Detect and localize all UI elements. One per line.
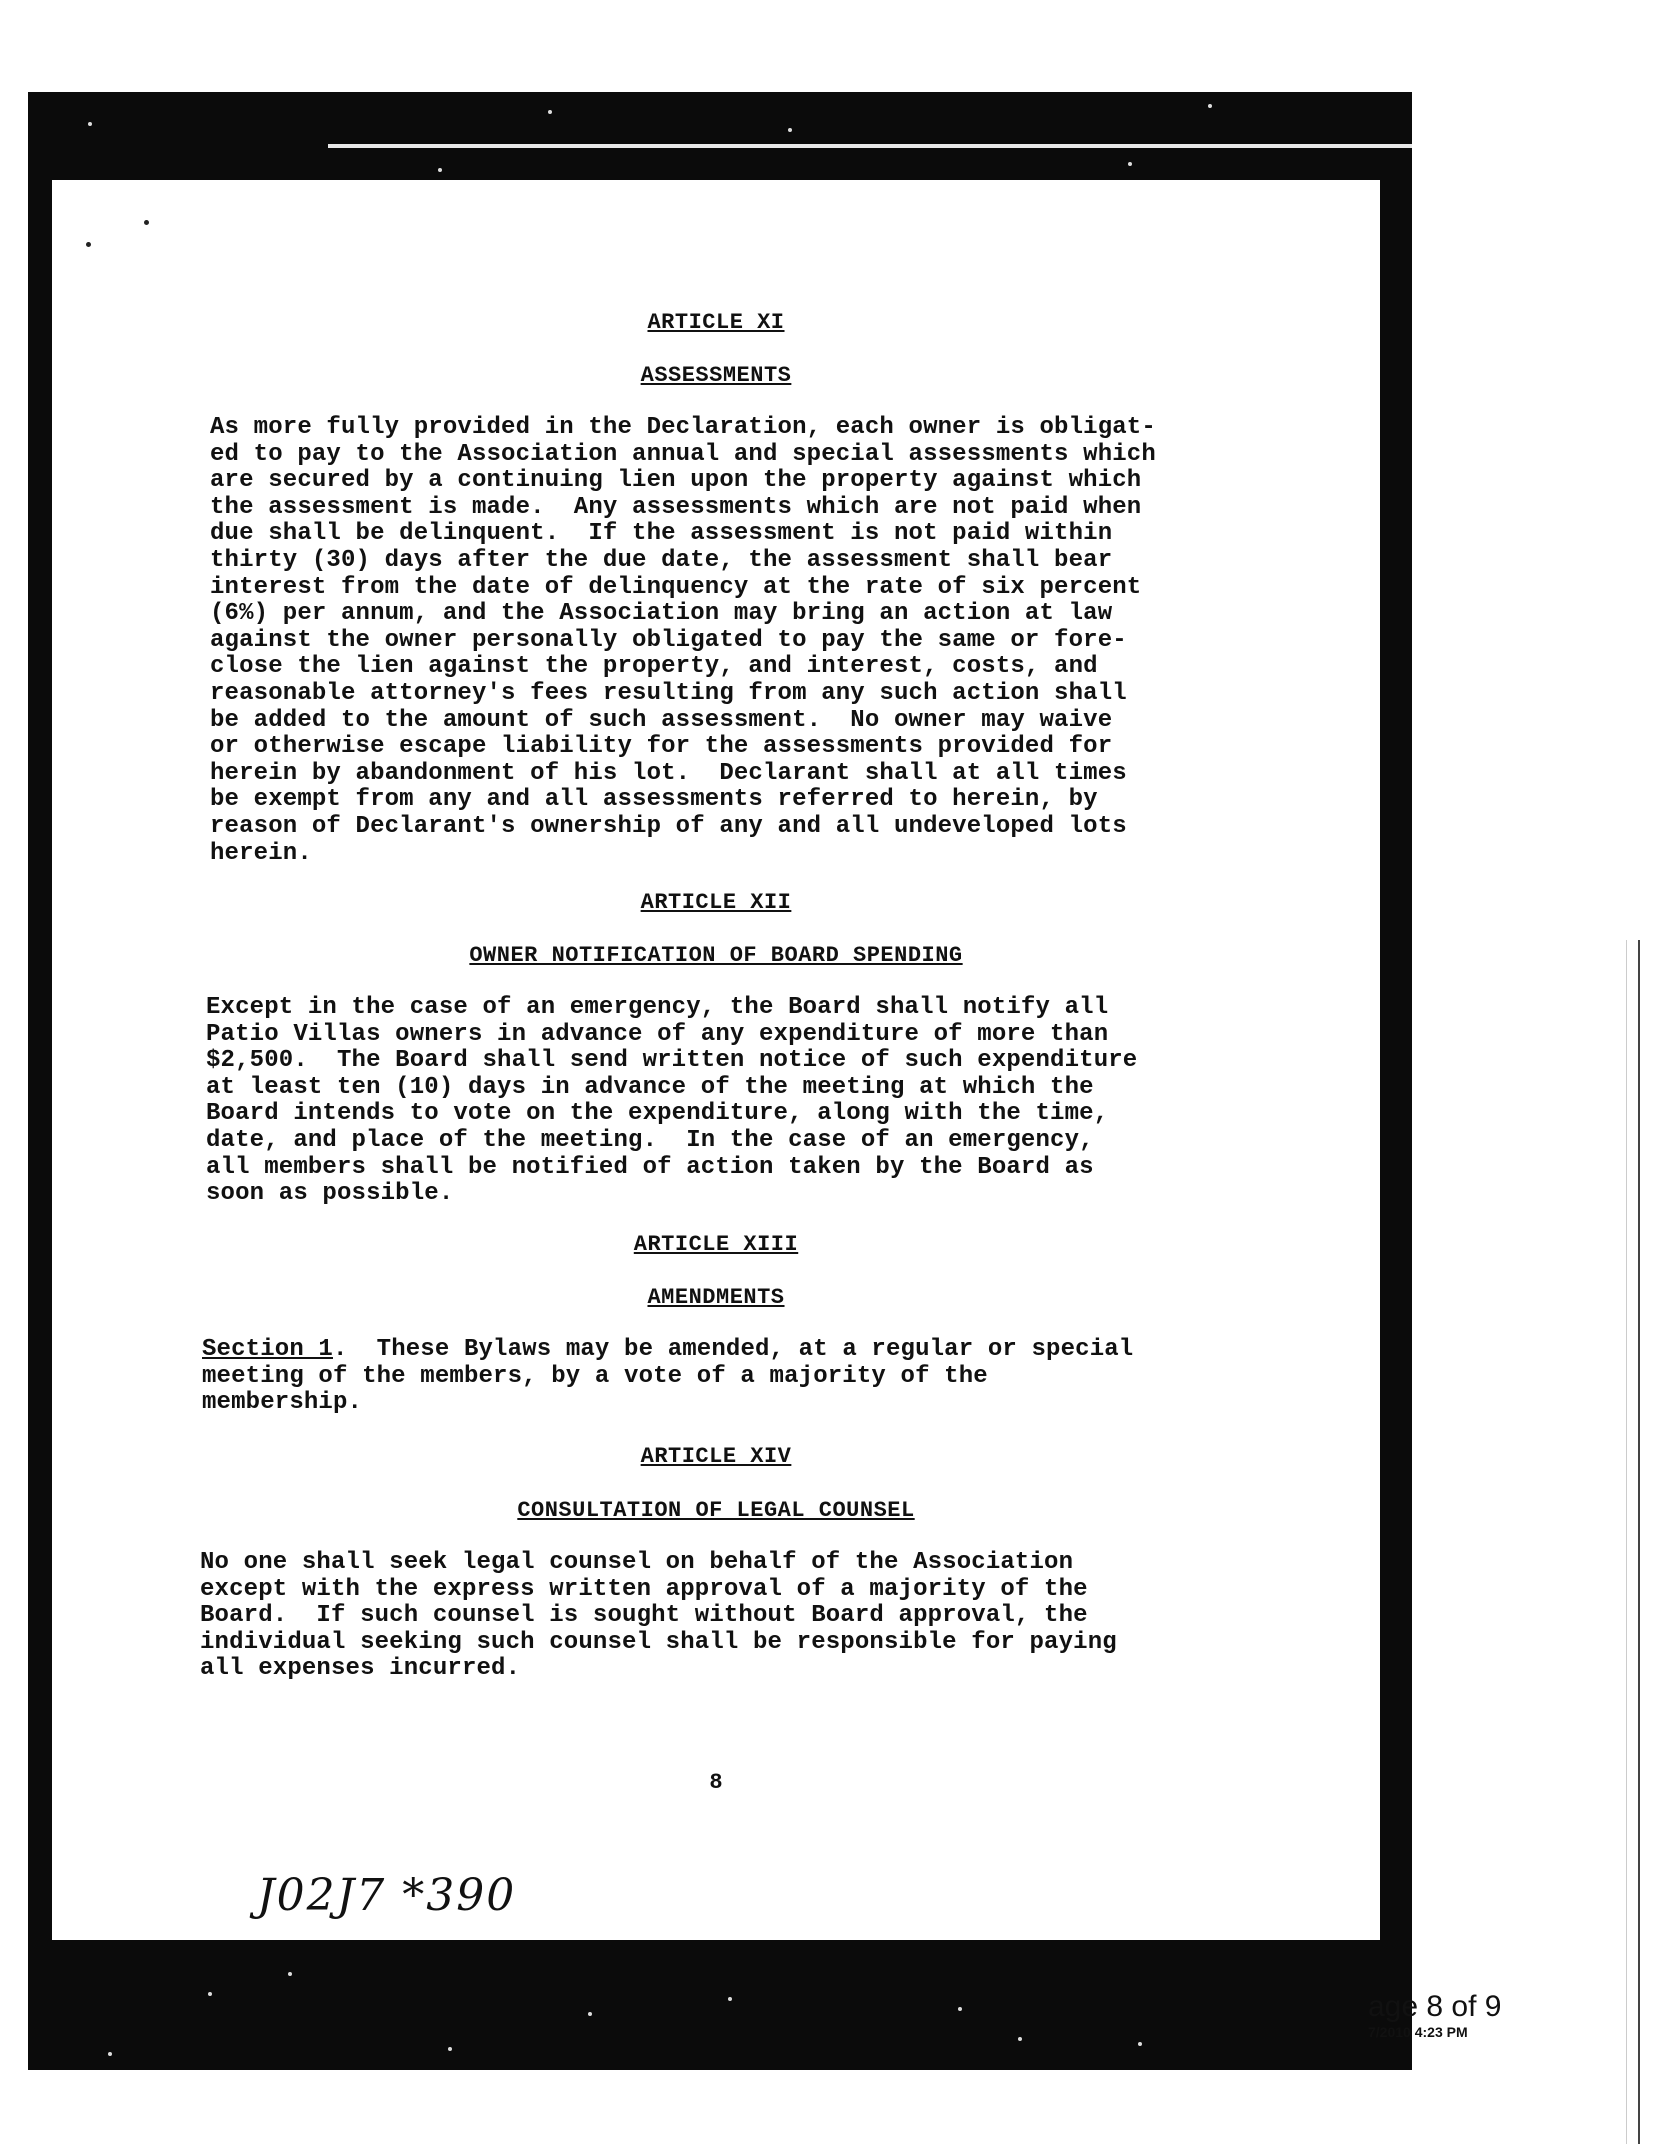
scan-speck [728, 1997, 732, 2001]
scan-speck [288, 1972, 292, 1976]
article-title: OWNER NOTIFICATION OF BOARD SPENDING [469, 943, 963, 968]
article-title: ASSESSMENTS [640, 363, 792, 388]
scan-speck [86, 242, 91, 247]
section-label: Section 1 [202, 1336, 333, 1363]
scan-speck [88, 122, 92, 126]
article-title: AMENDMENTS [647, 1285, 785, 1310]
section-text: . These Bylaws may be amended, at a regular or special meeting of the members, by a vote of a majority of the membership. [202, 1336, 1134, 1417]
article-heading: ARTICLE XI [647, 310, 785, 335]
page-number: 8 [709, 1770, 723, 1795]
article-heading: ARTICLE XIV [640, 1444, 792, 1469]
document-page [52, 180, 1380, 1940]
scan-speck [1138, 2042, 1142, 2046]
article-heading: ARTICLE XIII [633, 1232, 799, 1257]
article-title: CONSULTATION OF LEGAL COUNSEL [517, 1498, 915, 1523]
scan-speck [144, 220, 149, 225]
scan-speck [438, 168, 442, 172]
scan-speck [548, 110, 552, 114]
scan-speck [788, 128, 792, 132]
scan-speck [1128, 162, 1132, 166]
scan-speck [208, 1992, 212, 1996]
scan-speck [1018, 2037, 1022, 2041]
page-indicator: age 8 of 9 [1368, 1990, 1502, 2023]
article-body [202, 1337, 1133, 1417]
article-body: No one shall seek legal counsel on behalf of the Association except with the express written approval of a majority of the Board. If such counsel is sought without Board approval, the individual seeking such counsel shall be responsible for paying all expenses incurred. [200, 1549, 1117, 1683]
scan-speck [958, 2007, 962, 2011]
page-footer [1368, 1990, 1501, 2040]
scan-speck [588, 2012, 592, 2016]
scan-artifact-line [328, 144, 1412, 148]
margin-rule [1626, 940, 1627, 2144]
article-body: Except in the case of an emergency, the Board shall notify all Patio Villas owners in advance of any expenditure of more than $2,500. The Board shall send written notice of such expenditure at least ten (10) days in advance of the meeting at which the Board intends to vote on the expenditure, along with the time, date, and place of the meeting. In the case of an emergency, all members shall be notified of action taken by the Board as soon as possible. [206, 994, 1138, 1208]
margin-rule [1638, 940, 1640, 2144]
scan-speck [108, 2052, 112, 2056]
handwritten-note: J02J7 *390 [257, 1870, 517, 1921]
scan-speck [1208, 104, 1212, 108]
print-timestamp: 7/2010 4:23 PM [1368, 2024, 1468, 2040]
scan-speck [448, 2047, 452, 2051]
article-body: As more fully provided in the Declaration, each owner is obligat- ed to pay to the Association annual and special assessments which are secured by a continuing lien upon the property against which the assessment is made. Any assessments which are not paid when due shall be delinquent. If the assessment is not paid within thirty (30) days after the due date, the assessment shall bear interest from the date of delinquency at the rate of six percent (6%) per annum, and the Association may bring an action at law against the owner personally obligated to pay the same or fore- close the lien against the property, and interest, costs, and reasonable attorney's fees resulting from any such action shall be added to the amount of such assessment. No owner may waive or otherwise escape liability for the assessments provided for herein by abandonment of his lot. Declarant shall at all times be exempt from any and all assessments referred to herein, by reason of Declarant's ownership of any and all undeveloped lots herein. [210, 414, 1156, 867]
article-heading: ARTICLE XII [640, 890, 792, 915]
